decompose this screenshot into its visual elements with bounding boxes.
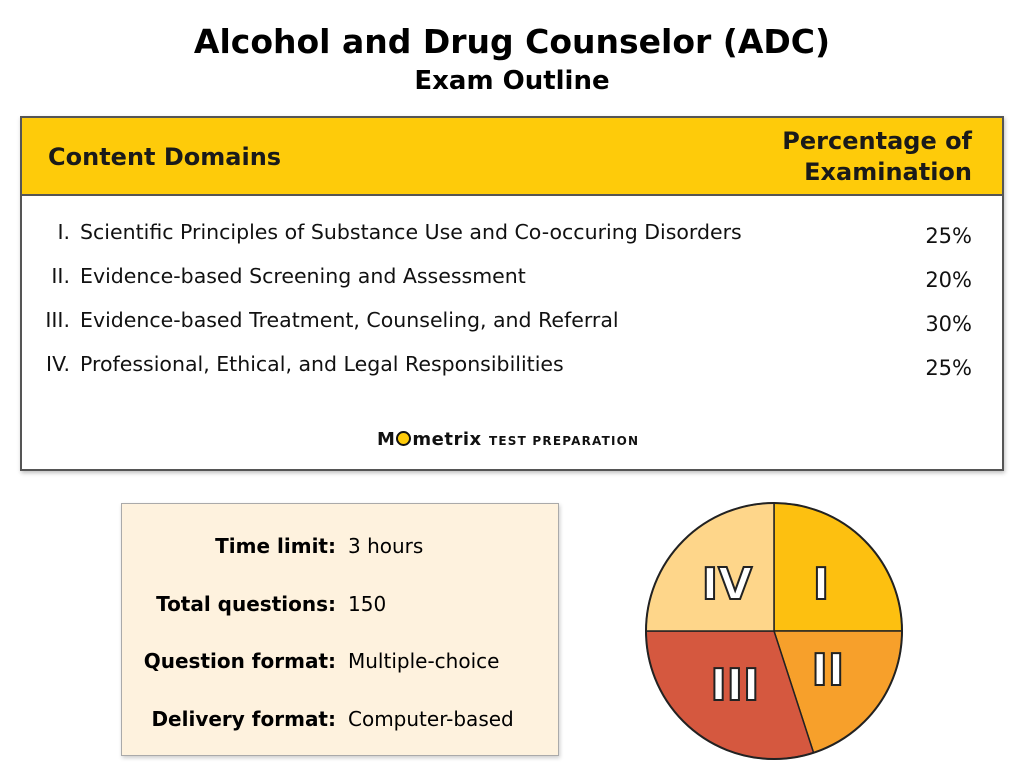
pie-slice-i bbox=[774, 503, 902, 631]
time-limit-label: Time limit: bbox=[215, 534, 336, 558]
check-circle-icon bbox=[396, 431, 411, 446]
page-title: Alcohol and Drug Counselor (ADC) bbox=[193, 22, 831, 61]
domain-pie-chart bbox=[640, 500, 910, 762]
page-subtitle: Exam Outline bbox=[414, 66, 610, 96]
delivery-format-label: Delivery format: bbox=[151, 707, 336, 731]
percentage-header bbox=[712, 126, 972, 188]
domain-label: Scientific Principles of Substance Use and Co-occuring Disorders bbox=[80, 220, 742, 244]
domain-number: III. bbox=[45, 308, 70, 332]
domain-row bbox=[22, 302, 1002, 342]
question-format-value: Multiple-choice bbox=[348, 649, 500, 673]
domain-row bbox=[22, 346, 1002, 386]
time-limit-row bbox=[122, 530, 560, 562]
percentage-header-line1: Percentage of bbox=[782, 127, 972, 155]
percentage-header-line2: Examination bbox=[804, 158, 972, 186]
delivery-format-value: Computer-based bbox=[348, 707, 514, 731]
pie-label-iv: IV bbox=[701, 558, 753, 610]
exam-outline-table bbox=[20, 116, 1004, 471]
question-format-label: Question format: bbox=[143, 649, 336, 673]
pie-label-iii: III bbox=[710, 659, 760, 711]
domain-number: I. bbox=[57, 220, 70, 244]
total-questions-label: Total questions: bbox=[156, 592, 336, 616]
total-questions-value: 150 bbox=[348, 592, 387, 616]
exam-info-box bbox=[121, 503, 559, 756]
mometrix-logo bbox=[377, 429, 677, 451]
outline-table-header bbox=[22, 118, 1002, 196]
question-format-row bbox=[122, 645, 560, 677]
domain-label: Professional, Ethical, and Legal Responsibilities bbox=[80, 352, 564, 376]
domain-number: IV. bbox=[46, 352, 70, 376]
domain-label: Evidence-based Screening and Assessment bbox=[80, 264, 526, 288]
domain-row bbox=[22, 214, 1002, 254]
domain-percentage: 20% bbox=[925, 268, 972, 292]
domain-percentage: 30% bbox=[925, 312, 972, 336]
time-limit-value: 3 hours bbox=[348, 534, 424, 558]
brand-right: metrix bbox=[412, 429, 482, 450]
total-questions-row bbox=[122, 588, 560, 620]
domain-percentage: 25% bbox=[925, 356, 972, 380]
domain-label: Evidence-based Treatment, Counseling, and Referral bbox=[80, 308, 619, 332]
content-domains-header: Content Domains bbox=[48, 143, 282, 171]
delivery-format-row bbox=[122, 703, 560, 735]
brand-wordmark bbox=[377, 429, 482, 450]
pie-label-ii: II bbox=[811, 645, 845, 697]
domain-percentage: 25% bbox=[925, 224, 972, 248]
domain-row bbox=[22, 258, 1002, 298]
domain-number: II. bbox=[51, 264, 70, 288]
pie-label-i: I bbox=[812, 558, 830, 610]
brand-left: M bbox=[377, 429, 396, 450]
brand-tagline: TEST PREPARATION bbox=[489, 434, 640, 448]
